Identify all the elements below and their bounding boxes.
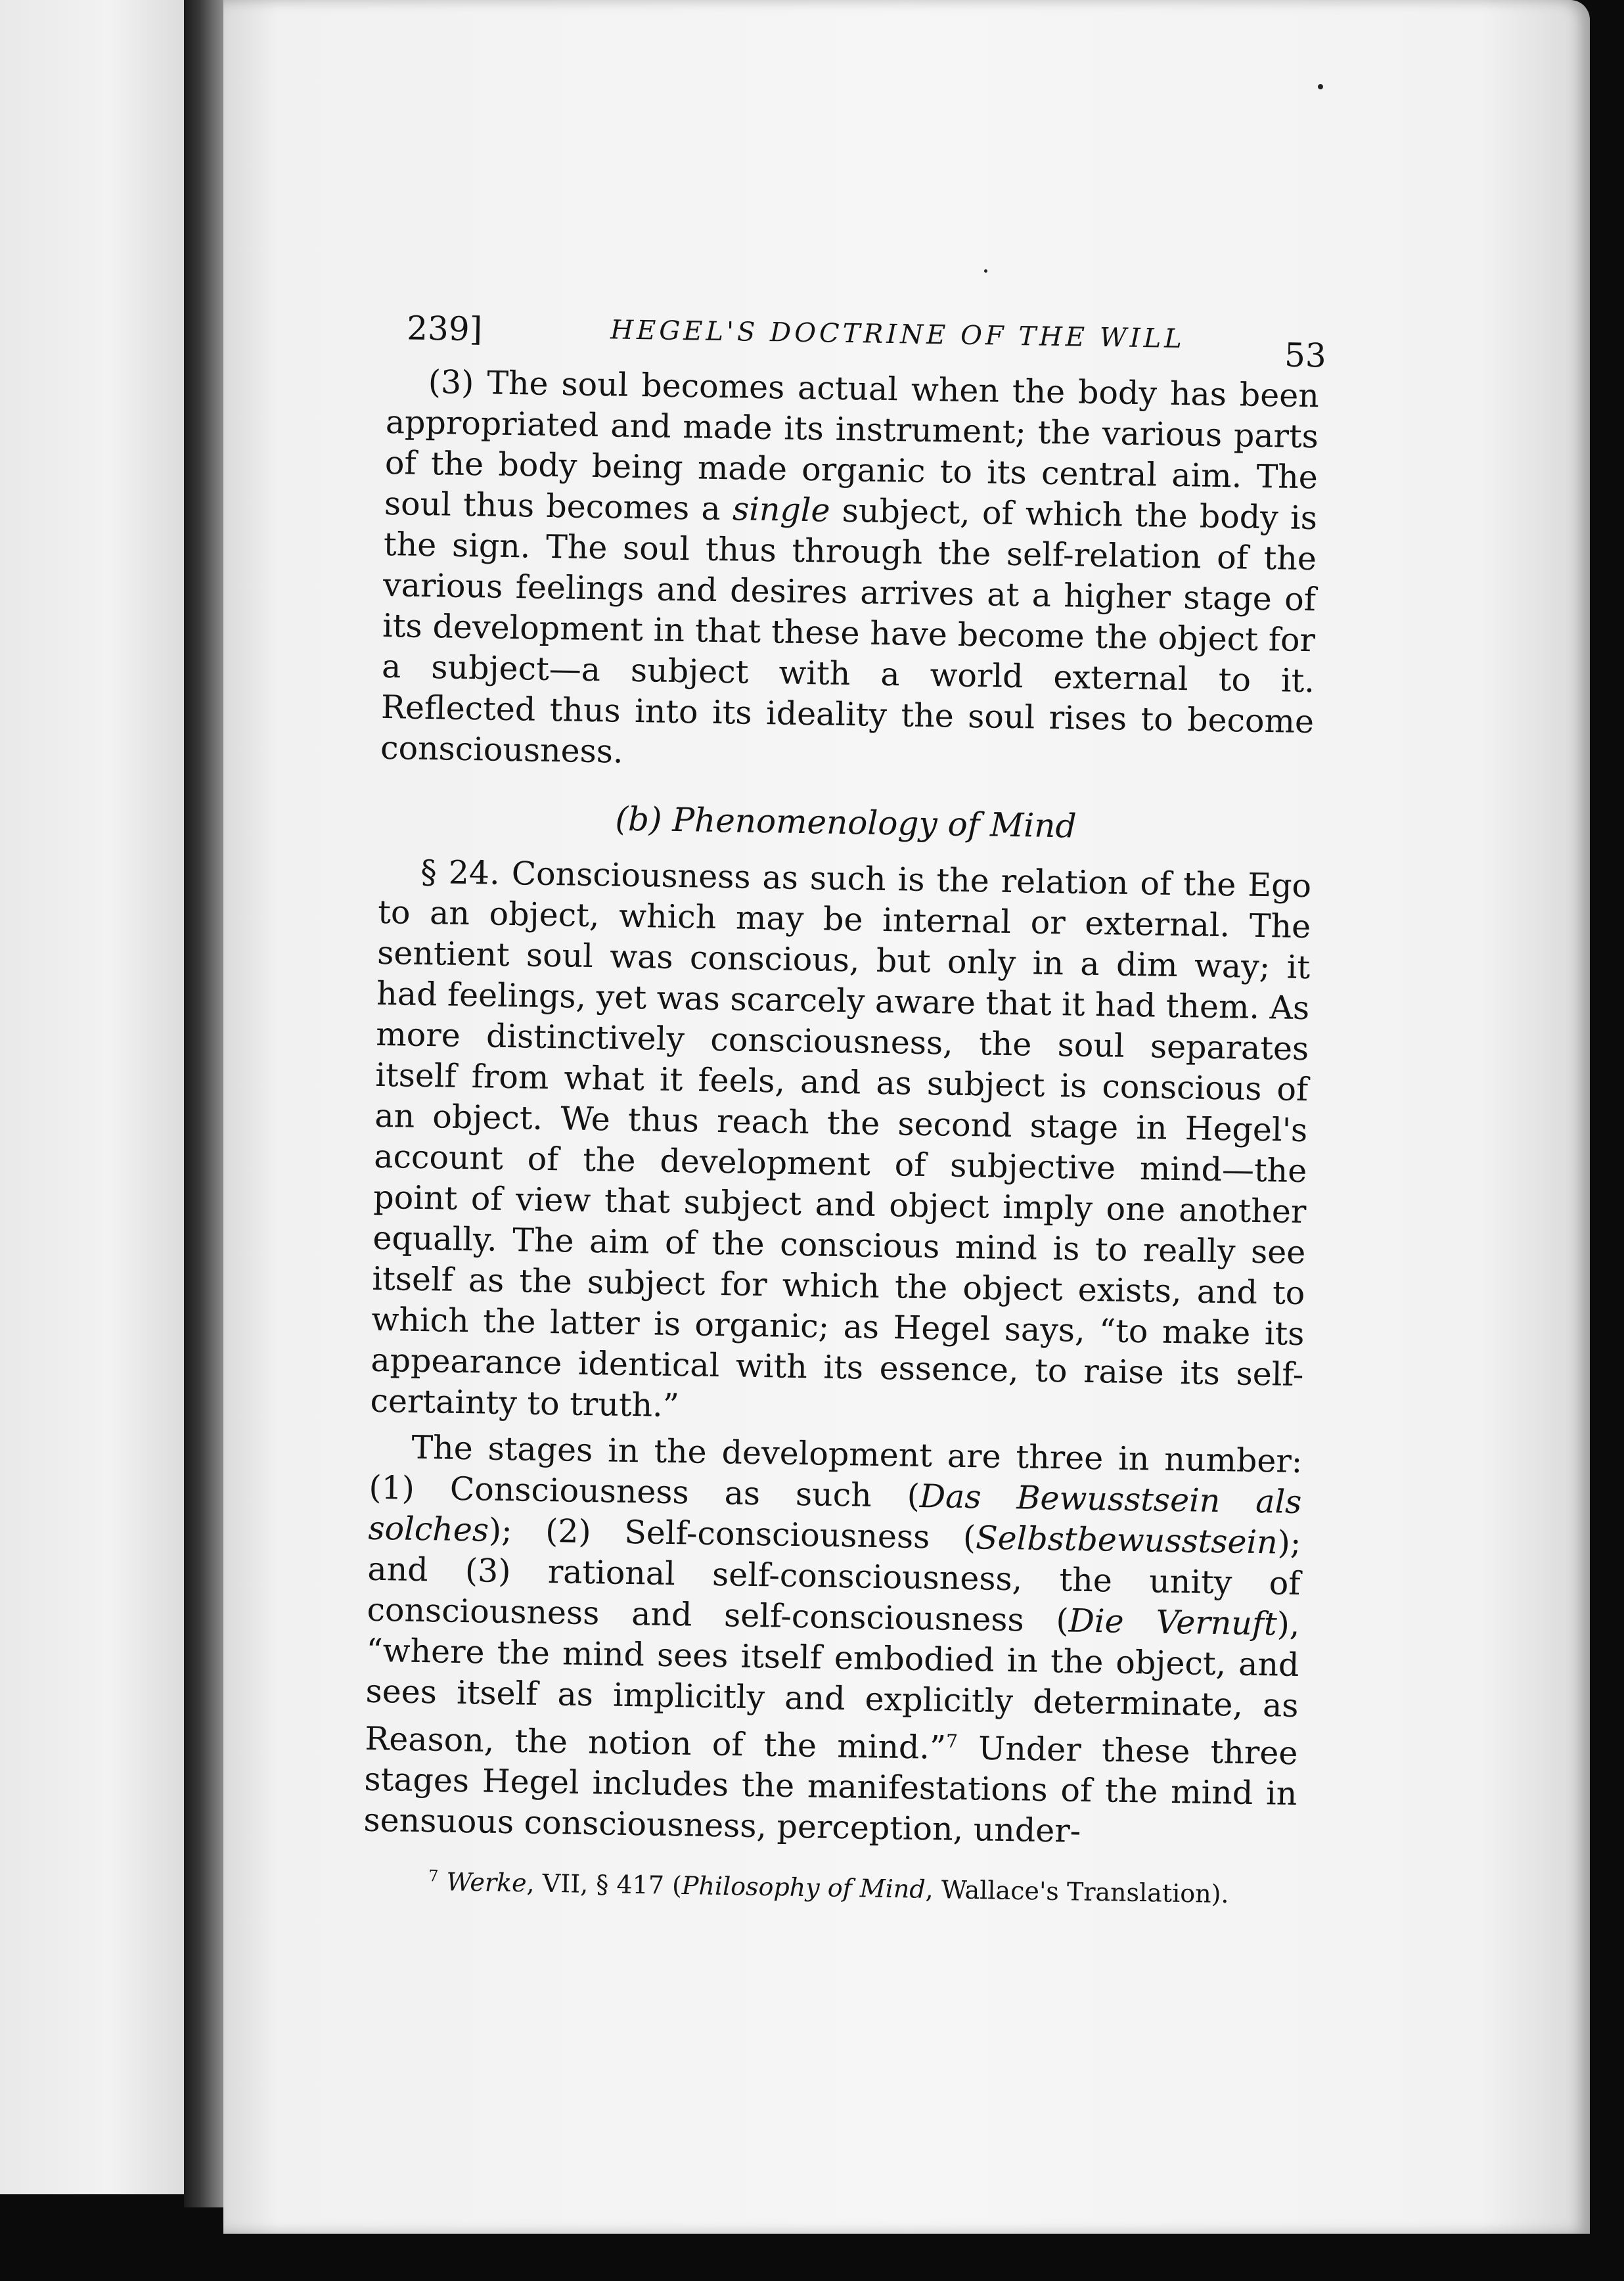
paragraph-section-24: § 24. Consciousness as such is the relation of the Ego to an object, which may be internal or external. The sentient soul was conscious, but only in a dim way; it had feelings, yet was scarcely aware that it had them. As more distinctively consciousness, the soul separates itself from what it feels, and as subject is conscious of an object. We thus reach the second stage in Hegel's account of the development of subjective mind—the point of view that subject and object imply one another equally. The aim of the conscious mind is to really see itself as the subject for which the object exists, and to which the latter is organic; as Hegel says, “to make its appearance identical with its essence, to raise its self-certainty to truth.”: [370, 853, 1312, 1425]
section-label: (b): [615, 800, 662, 839]
emphasis-single: single: [732, 490, 830, 530]
section-heading: [379, 796, 1313, 849]
footnote-translator: , Wallace's Translation).: [925, 1875, 1229, 1909]
paragraph-text: subject, of which the body is the sign. The soul thus through the self-relation of the various feelings and desires arrives at a higher stage of its development in that these have become the object for a subject—a subject with a world external to it. Reflected thus into its ideality the soul rises to become consciousness.: [380, 491, 1318, 771]
dust-speck: [984, 269, 987, 273]
running-title: HEGEL'S DOCTRINE OF THE WILL: [610, 315, 1186, 355]
section-title: Phenomenology of Mind: [671, 800, 1077, 846]
facing-page-edge: [0, 0, 184, 2194]
german-term: Die Vernuft: [1068, 1602, 1278, 1643]
german-term: Selbstbewusstsein: [975, 1519, 1278, 1562]
page-text-block: [363, 296, 1327, 1912]
footnote-reference-text: , VII, § 417 (: [526, 1868, 683, 1901]
paragraph-number: (3): [428, 363, 474, 402]
footnote-mark: 7: [428, 1866, 439, 1886]
paragraph-text: ), “where the mind sees itself embodied in the object, and sees itself as implicitly and explicitly determinate, as Reason, the notion of the mind.”: [365, 1605, 1300, 1767]
paragraph-text: Under these three stages Hegel includes the manifestations of the mind in sensuous consciousness, perception, under-: [363, 1729, 1298, 1851]
paragraph-text: The stages in the development are three in number: (1) Consciousness as such (: [369, 1428, 1303, 1515]
page-number: 53: [1284, 336, 1327, 375]
paragraph-three-stages: [363, 1427, 1303, 1856]
german-term: Das Bewusstsein als solches: [368, 1477, 1302, 1549]
paragraph-text: The soul becomes actual when the body has been appropriated and made its instrument; the various parts of the body being made organic to its central aim. The soul thus becomes a: [384, 364, 1320, 528]
page-outer-edge: [1590, 26, 1624, 2260]
paragraph-text: ); and (3) rational self-consciousness, the unity of consciousness and self-consciousness (: [367, 1524, 1301, 1640]
footnote-reference: 7: [945, 1730, 959, 1752]
paragraph-text: ); (2) Self-consciousness (: [488, 1511, 976, 1557]
dust-speck: [1318, 84, 1323, 89]
paragraph-soul-actual: [380, 361, 1320, 783]
footnote-work: Werke: [446, 1867, 527, 1898]
footnote-translation-title: Philosophy of Mind: [681, 1871, 926, 1905]
page-reference: 239]: [406, 309, 483, 349]
